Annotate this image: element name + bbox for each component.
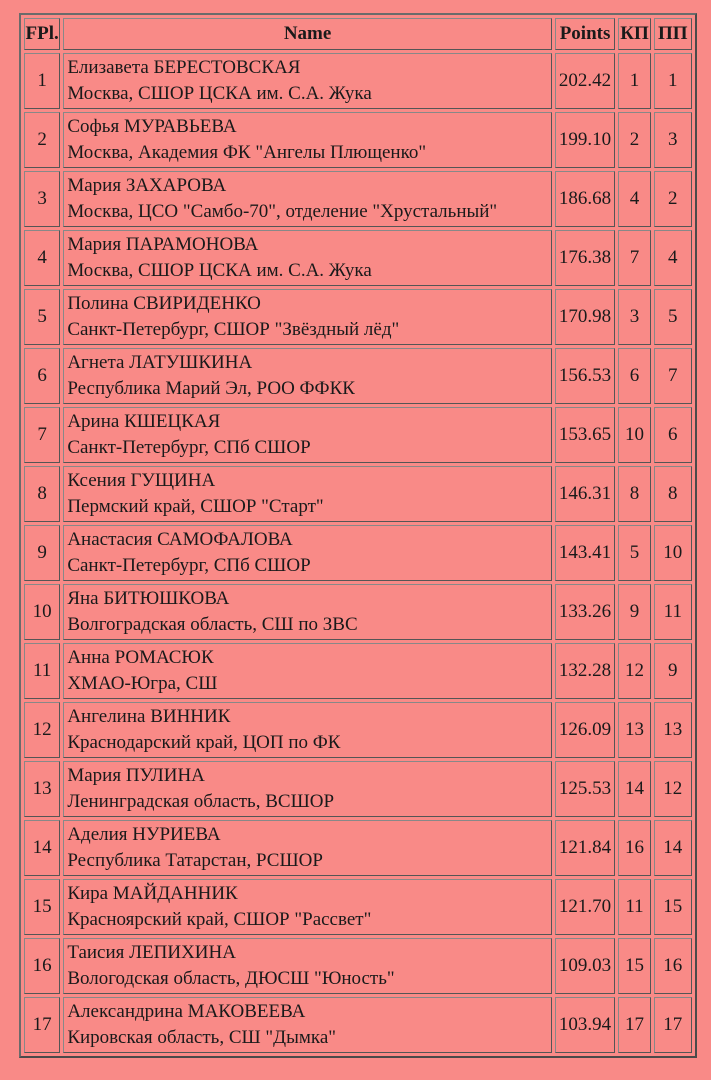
skater-club: Красноярский край, СШОР "Рассвет" <box>67 909 372 930</box>
skater-club: Санкт-Петербург, СПб СШОР <box>67 555 311 576</box>
table-row <box>24 289 692 345</box>
results-table <box>19 13 697 1058</box>
results-table-wrapper <box>19 13 697 1058</box>
place-cell: 16 <box>24 938 60 994</box>
kp-cell: 12 <box>618 643 650 699</box>
table-row <box>24 702 692 758</box>
skater-cell <box>63 879 551 935</box>
skater-name: Елизавета БЕРЕСТОВСКАЯ <box>67 57 301 78</box>
pp-cell: 13 <box>654 702 692 758</box>
kp-cell: 8 <box>618 466 650 522</box>
header-place: FPl. <box>24 18 60 50</box>
points-cell: 186.68 <box>555 171 616 227</box>
table-row <box>24 997 692 1053</box>
skater-cell <box>63 525 551 581</box>
skater-club: ХМАО-Югра, СШ <box>67 673 218 694</box>
kp-cell: 10 <box>618 407 650 463</box>
skater-cell <box>63 584 551 640</box>
place-cell: 11 <box>24 643 60 699</box>
points-cell: 133.26 <box>555 584 616 640</box>
skater-cell <box>63 230 551 286</box>
skater-cell <box>63 348 551 404</box>
skater-club: Москва, ЦСО "Самбо-70", отделение "Хрустальный" <box>67 201 498 222</box>
skater-club: Ленинградская область, ВСШОР <box>67 791 335 812</box>
skater-name: Мария ЗАХАРОВА <box>67 175 227 196</box>
pp-cell: 1 <box>654 53 692 109</box>
kp-cell: 15 <box>618 938 650 994</box>
skater-cell <box>63 761 551 817</box>
skater-name: Мария ПАРАМОНОВА <box>67 234 259 255</box>
points-cell: 121.84 <box>555 820 616 876</box>
pp-cell: 16 <box>654 938 692 994</box>
table-row <box>24 643 692 699</box>
skater-cell <box>63 289 551 345</box>
kp-cell: 16 <box>618 820 650 876</box>
skater-club: Москва, Академия ФК "Ангелы Плющенко" <box>67 142 427 163</box>
table-row <box>24 348 692 404</box>
points-cell: 132.28 <box>555 643 616 699</box>
results-body <box>24 53 692 1053</box>
skater-club: Кировская область, СШ "Дымка" <box>67 1027 337 1048</box>
skater-club: Республика Марий Эл, РОО ФФКК <box>67 378 355 399</box>
points-cell: 202.42 <box>555 53 616 109</box>
skater-cell <box>63 407 551 463</box>
skater-club: Республика Татарстан, РСШОР <box>67 850 323 871</box>
points-cell: 199.10 <box>555 112 616 168</box>
skater-name: Анна РОМАСЮК <box>67 647 214 668</box>
points-cell: 126.09 <box>555 702 616 758</box>
skater-name: Арина КШЕЦКАЯ <box>67 411 221 432</box>
table-row <box>24 761 692 817</box>
place-cell: 7 <box>24 407 60 463</box>
pp-cell: 12 <box>654 761 692 817</box>
header-kp: КП <box>618 18 650 50</box>
skater-club: Москва, СШОР ЦСКА им. С.А. Жука <box>67 260 372 281</box>
skater-name: Яна БИТЮШКОВА <box>67 588 230 609</box>
pp-cell: 11 <box>654 584 692 640</box>
pp-cell: 9 <box>654 643 692 699</box>
points-cell: 170.98 <box>555 289 616 345</box>
skater-cell <box>63 702 551 758</box>
skater-cell <box>63 53 551 109</box>
skater-name: Ангелина ВИННИК <box>67 706 231 727</box>
points-cell: 103.94 <box>555 997 616 1053</box>
table-row <box>24 53 692 109</box>
skater-club: Краснодарский край, ЦОП по ФК <box>67 732 341 753</box>
skater-name: Аделия НУРИЕВА <box>67 824 221 845</box>
kp-cell: 6 <box>618 348 650 404</box>
pp-cell: 7 <box>654 348 692 404</box>
place-cell: 4 <box>24 230 60 286</box>
pp-cell: 2 <box>654 171 692 227</box>
kp-cell: 4 <box>618 171 650 227</box>
pp-cell: 5 <box>654 289 692 345</box>
kp-cell: 17 <box>618 997 650 1053</box>
table-row <box>24 525 692 581</box>
place-cell: 3 <box>24 171 60 227</box>
kp-cell: 2 <box>618 112 650 168</box>
pp-cell: 15 <box>654 879 692 935</box>
place-cell: 17 <box>24 997 60 1053</box>
kp-cell: 7 <box>618 230 650 286</box>
skater-cell <box>63 997 551 1053</box>
skater-cell <box>63 466 551 522</box>
skater-cell <box>63 938 551 994</box>
table-row <box>24 820 692 876</box>
skater-club: Москва, СШОР ЦСКА им. С.А. Жука <box>67 83 372 104</box>
table-row <box>24 584 692 640</box>
skater-name: Мария ПУЛИНА <box>67 765 205 786</box>
skater-name: Полина СВИРИДЕНКО <box>67 293 261 314</box>
points-cell: 156.53 <box>555 348 616 404</box>
place-cell: 9 <box>24 525 60 581</box>
pp-cell: 10 <box>654 525 692 581</box>
header-pp: ПП <box>654 18 692 50</box>
skater-cell <box>63 171 551 227</box>
kp-cell: 13 <box>618 702 650 758</box>
place-cell: 5 <box>24 289 60 345</box>
skater-cell <box>63 643 551 699</box>
skater-name: Ксения ГУЩИНА <box>67 470 216 491</box>
pp-cell: 8 <box>654 466 692 522</box>
skater-club: Пермский край, СШОР "Старт" <box>67 496 324 517</box>
points-cell: 143.41 <box>555 525 616 581</box>
table-row <box>24 879 692 935</box>
skater-name: Анастасия САМОФАЛОВА <box>67 529 293 550</box>
kp-cell: 5 <box>618 525 650 581</box>
skater-cell <box>63 112 551 168</box>
skater-cell <box>63 820 551 876</box>
points-cell: 176.38 <box>555 230 616 286</box>
skater-club: Санкт-Петербург, СШОР "Звёздный лёд" <box>67 319 400 340</box>
kp-cell: 11 <box>618 879 650 935</box>
place-cell: 15 <box>24 879 60 935</box>
skater-club: Вологодская область, ДЮСШ "Юность" <box>67 968 395 989</box>
table-row <box>24 407 692 463</box>
points-cell: 125.53 <box>555 761 616 817</box>
table-row <box>24 466 692 522</box>
header-name: Name <box>63 18 551 50</box>
place-cell: 13 <box>24 761 60 817</box>
pp-cell: 4 <box>654 230 692 286</box>
place-cell: 8 <box>24 466 60 522</box>
skater-name: Агнета ЛАТУШКИНА <box>67 352 253 373</box>
points-cell: 146.31 <box>555 466 616 522</box>
place-cell: 10 <box>24 584 60 640</box>
header-points: Points <box>555 18 616 50</box>
pp-cell: 6 <box>654 407 692 463</box>
points-cell: 109.03 <box>555 938 616 994</box>
points-cell: 121.70 <box>555 879 616 935</box>
skater-club: Волгоградская область, СШ по ЗВС <box>67 614 358 635</box>
skater-name: Софья МУРАВЬЕВА <box>67 116 237 137</box>
kp-cell: 14 <box>618 761 650 817</box>
table-row <box>24 230 692 286</box>
kp-cell: 9 <box>618 584 650 640</box>
skater-name: Александрина МАКОВЕЕВА <box>67 1001 306 1022</box>
table-row <box>24 938 692 994</box>
place-cell: 6 <box>24 348 60 404</box>
skater-name: Кира МАЙДАННИК <box>67 883 238 904</box>
kp-cell: 3 <box>618 289 650 345</box>
pp-cell: 3 <box>654 112 692 168</box>
place-cell: 14 <box>24 820 60 876</box>
header-row <box>24 18 692 50</box>
points-cell: 153.65 <box>555 407 616 463</box>
table-row <box>24 171 692 227</box>
kp-cell: 1 <box>618 53 650 109</box>
skater-club: Санкт-Петербург, СПб СШОР <box>67 437 311 458</box>
pp-cell: 17 <box>654 997 692 1053</box>
pp-cell: 14 <box>654 820 692 876</box>
place-cell: 12 <box>24 702 60 758</box>
place-cell: 1 <box>24 53 60 109</box>
table-row <box>24 112 692 168</box>
place-cell: 2 <box>24 112 60 168</box>
skater-name: Таисия ЛЕПИХИНА <box>67 942 236 963</box>
